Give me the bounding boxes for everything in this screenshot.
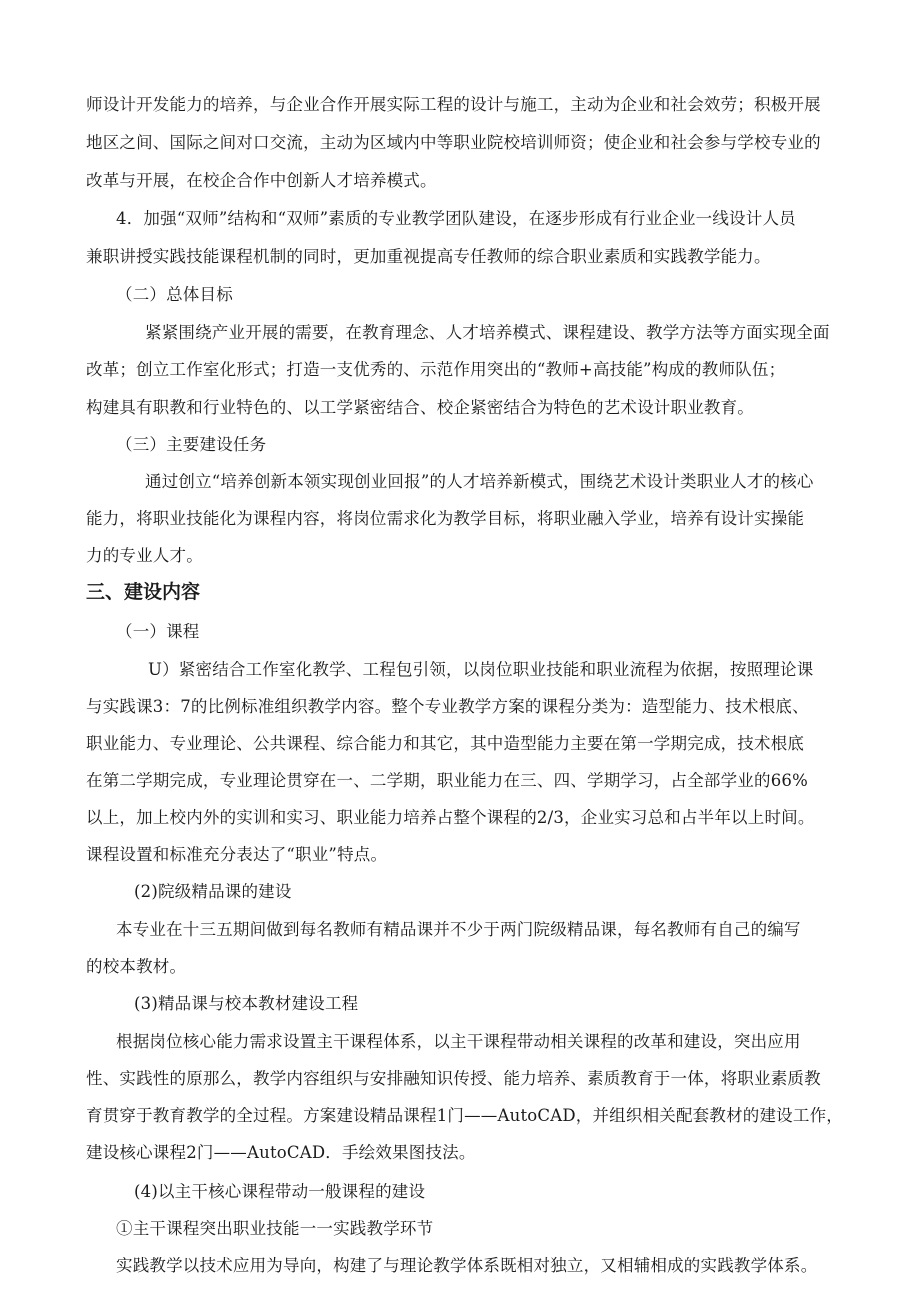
paragraph-line: 职业能力、专业理论、公共课程、综合能力和其它，其中造型能力主要在第一学期完成，技术根底	[86, 734, 805, 753]
section-subheading: （一）课程	[116, 622, 200, 641]
paragraph-line: 力的专业人才。	[86, 546, 203, 565]
paragraph-line: 通过创立“培养创新本领实现创业回报”的人才培养新模式，围绕艺术设计类职业人才的核心	[145, 472, 814, 491]
paragraph-line: 师设计开发能力的培养，与企业合作开展实际工程的设计与施工，主动为企业和社会效劳；积极开展	[86, 95, 821, 114]
paragraph-line: 兼职讲授实践技能课程机制的同时，更加重视提高专任教师的综合职业素质和实践教学能力。	[86, 247, 771, 266]
section-subheading: (2)院级精品课的建设	[134, 882, 292, 901]
paragraph-line: 在第二学期完成，专业理论贯穿在一、二学期，职业能力在三、四、学期学习，占全部学业的66%	[86, 771, 808, 790]
section-subheading: (4)以主干核心课程带动一般课程的建设	[134, 1182, 426, 1201]
paragraph-line: 能力，将职业技能化为课程内容，将岗位需求化为教学目标，将职业融入学业，培养有设计实操能	[86, 509, 805, 528]
paragraph-line: 改革；创立工作室化形式；打造一支优秀的、示范作用突出的“教师+高技能”构成的教师队伍；	[86, 360, 786, 379]
paragraph-line: 4．加强“双师”结构和“双师”素质的专业教学团队建设，在逐步形成有行业企业一线设计人员	[116, 209, 796, 228]
paragraph-line: U）紧密结合工作室化教学、工程包引领，以岗位职业技能和职业流程为依据，按照理论课	[148, 660, 814, 679]
paragraph-line: 课程设置和标准充分表达了“职业”特点。	[86, 845, 388, 864]
paragraph-line: 构建具有职教和行业特色的、以工学紧密结合、校企紧密结合为特色的艺术设计职业教育。	[86, 398, 754, 417]
paragraph-line: 根据岗位核心能力需求设置主干课程体系，以主干课程带动相关课程的改革和建设，突出应用	[116, 1032, 801, 1051]
paragraph-line: 地区之间、国际之间对口交流，主动为区域内中等职业院校培训师资；使企业和社会参与学校专业的	[86, 133, 821, 152]
section-subheading: （二）总体目标	[116, 285, 233, 304]
paragraph-line: 改革与开展，在校企合作中创新人才培养模式。	[86, 171, 437, 190]
paragraph-line: 育贯穿于教育教学的全过程。方案建设精品课程1门——AutoCAD，并组织相关配套教材的建设工作，	[86, 1106, 843, 1125]
paragraph-line: 性、实践性的原那么，教学内容组织与安排融知识传授、能力培养、素质教育于一体，将职业素质教	[86, 1069, 821, 1088]
paragraph-line: 的校本教材。	[86, 957, 187, 976]
paragraph-line: 与实践课3：7的比例标准组织教学内容。整个专业教学方案的课程分类为：造型能力、技术根底、	[86, 697, 809, 716]
paragraph-line: 紧紧围绕产业开展的需要，在教育理念、人才培养模式、课程建设、教学方法等方面实现全面	[145, 323, 830, 342]
paragraph-line: 实践教学以技术应用为导向，构建了与理论教学体系既相对独立，又相辅相成的实践教学体系。	[116, 1256, 818, 1275]
section-subheading: (3)精品课与校本教材建设工程	[134, 994, 359, 1013]
section-subheading: ①主干课程突出职业技能一一实践教学环节	[116, 1219, 434, 1238]
paragraph-line: 以上，加上校内外的实训和实习、职业能力培养占整个课程的2/3，企业实习总和占半年以上时间。	[86, 808, 815, 827]
paragraph-line: 建设核心课程2门——AutoCAD．手绘效果图技法。	[86, 1143, 476, 1162]
paragraph-line: 本专业在十三五期间做到每名教师有精品课并不少于两门院级精品课，每名教师有自己的编写	[116, 920, 801, 939]
section-subheading: （三）主要建设任务	[116, 435, 267, 454]
section-heading: 三、建设内容	[86, 581, 201, 603]
